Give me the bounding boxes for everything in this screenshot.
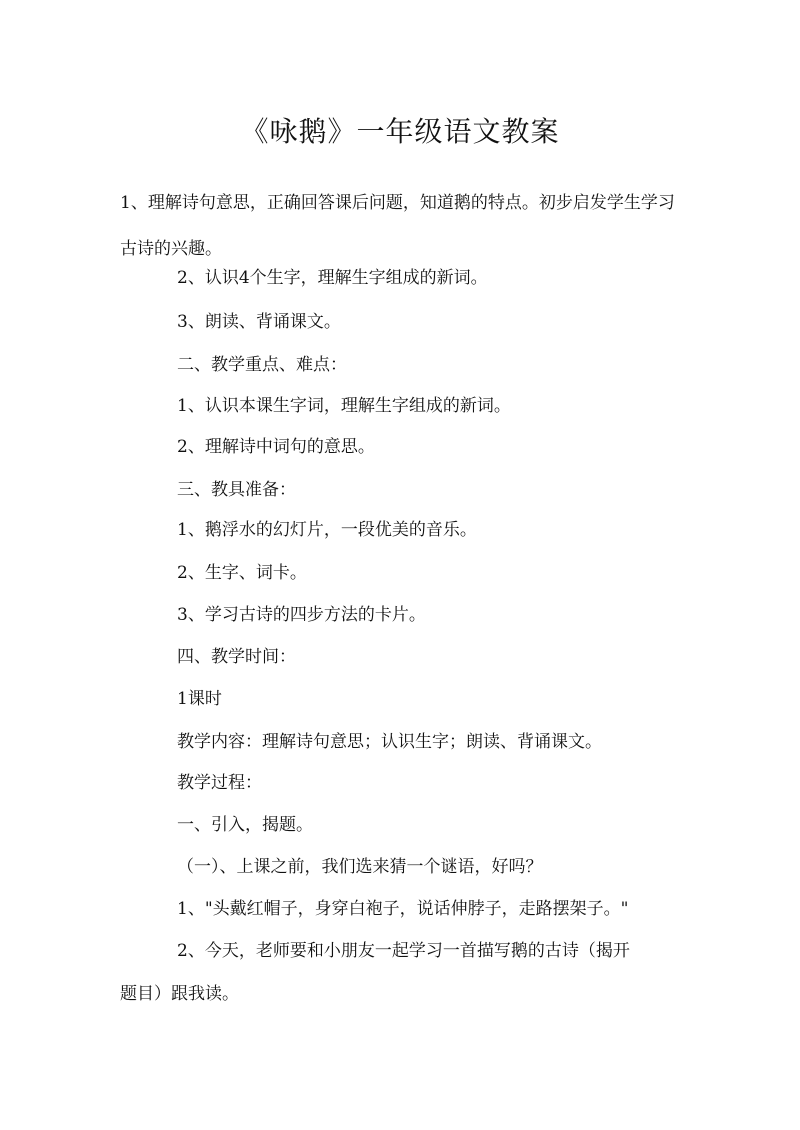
step-riddle: 1、"头戴红帽子，身穿白袍子，说话伸脖子，走路摆架子。" — [177, 899, 629, 919]
objective-paragraph-1: 1、理解诗句意思，正确回答课后问题，知道鹅的特点。初步启发学生学习古诗的兴趣。 — [120, 193, 675, 259]
step-riddle-intro: （一）、上课之前，我们选来猜一个谜语，好吗？ — [177, 857, 543, 877]
step-reveal-title: 2、今天，老师要和小朋友一起学习一首描写鹅的古诗（揭开 — [177, 941, 630, 961]
lesson-duration: 1课时 — [177, 689, 222, 709]
section-heading-time: 四、教学时间： — [177, 647, 296, 667]
section-heading-process: 教学过程： — [177, 773, 262, 793]
document-title: 《咏鹅》一年级语文教案 — [240, 115, 560, 148]
section-heading-materials: 三、教具准备： — [177, 480, 296, 500]
step-reveal-title-continued: 题目）跟我读。 — [120, 984, 239, 1004]
material-3: 3、学习古诗的四步方法的卡片。 — [177, 605, 426, 625]
key-point-1: 1、认识本课生字词，理解生字组成的新词。 — [177, 396, 511, 416]
key-point-2: 2、理解诗中词句的意思。 — [177, 437, 375, 457]
objective-paragraph-2: 2、认识4个生字，理解生字组成的新词。 — [177, 268, 488, 288]
section-heading-key-points: 二、教学重点、难点： — [177, 355, 347, 375]
lesson-content: 教学内容：理解诗句意思；认识生字；朗读、背诵课文。 — [177, 732, 602, 752]
step-introduction: 一、引入，揭题。 — [177, 815, 313, 835]
material-2: 2、生字、词卡。 — [177, 563, 307, 583]
objective-paragraph-3: 3、朗读、背诵课文。 — [177, 312, 341, 332]
material-1: 1、鹅浮水的幻灯片，一段优美的音乐。 — [177, 520, 477, 540]
